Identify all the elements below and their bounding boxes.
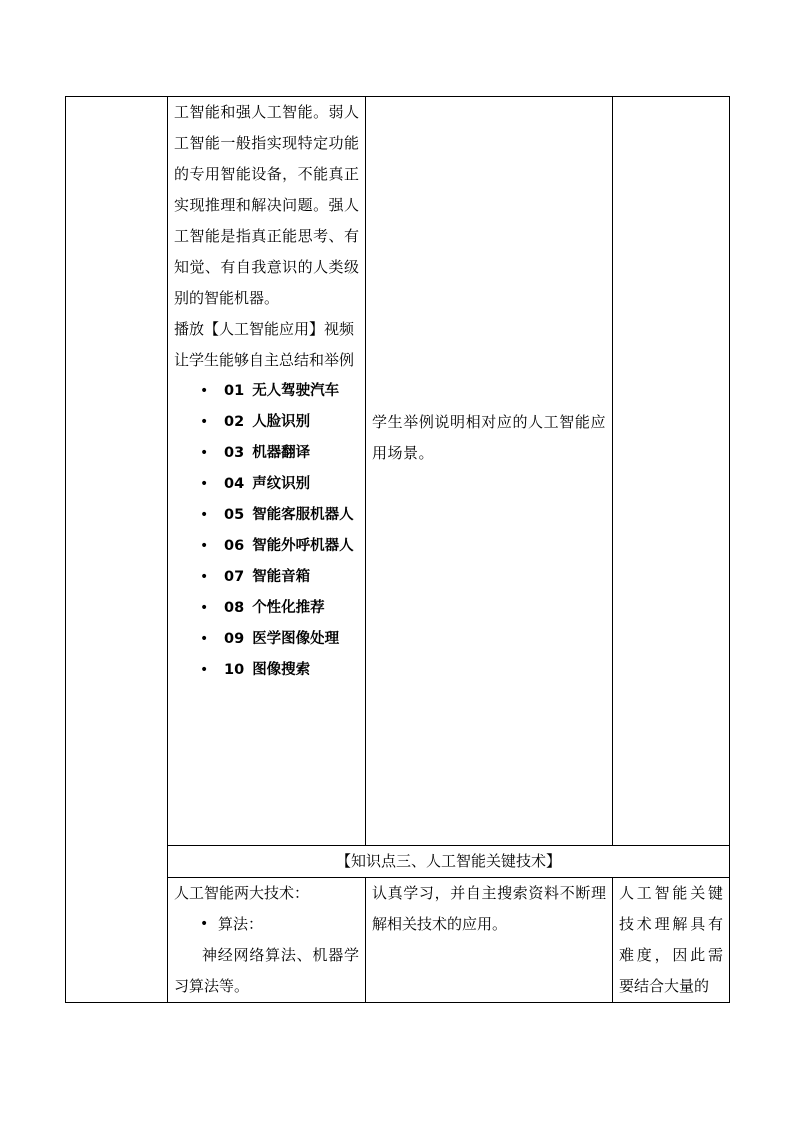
- list-item: [174, 500, 359, 531]
- list-item: [174, 531, 359, 562]
- bullet-icon: •: [200, 916, 209, 932]
- design-intent-cell: [613, 878, 730, 1003]
- bullet-icon: •: [200, 631, 209, 647]
- bullet-icon: •: [200, 538, 209, 554]
- list-item-number: 05: [224, 507, 245, 523]
- list-item: [174, 593, 359, 624]
- application-list: [174, 376, 359, 686]
- bullet-icon: •: [200, 414, 209, 430]
- video-paragraph: 播放【人工智能应用】视频: [174, 320, 355, 338]
- list-item: [174, 407, 359, 438]
- teacher-activity-cell: [168, 878, 366, 1003]
- list-item-number: 06: [224, 538, 245, 554]
- bullet-icon: •: [200, 569, 209, 585]
- section-header: 【知识点三、人工智能关键技术】: [168, 846, 730, 878]
- list-item-label: 个性化推荐: [252, 600, 325, 616]
- list-item-number: 02: [224, 414, 245, 430]
- list-item-label: 无人驾驶汽车: [252, 383, 340, 399]
- list-item-number: 10: [224, 662, 245, 678]
- list-item-label: 人脸识别: [252, 414, 311, 430]
- intro-paragraph: 工智能和强人工智能。弱人工智能一般指实现特定功能的专用智能设备，不能真正实现推理和解决问题。强人工智能是指真正能思考、有知觉、有自我意识的人类级别的智能机器。: [174, 103, 359, 307]
- list-item-number: 07: [224, 569, 245, 585]
- list-item-label: 声纹识别: [252, 476, 311, 492]
- algorithm-bullet: [174, 909, 359, 940]
- student-activity-cell: [366, 878, 613, 1003]
- tech-intro-text: 人工智能两大技术：: [174, 884, 310, 902]
- student-activity-text: 认真学习，并自主搜索资料不断理解相关技术的应用。: [372, 884, 606, 933]
- teacher-activity-cell: [168, 97, 366, 846]
- summary-paragraph: 让学生能够自主总结和举例: [174, 351, 355, 369]
- bullet-icon: •: [200, 600, 209, 616]
- list-item: [174, 469, 359, 500]
- table-row: [66, 97, 730, 846]
- bullet-icon: •: [200, 445, 209, 461]
- list-item-label: 智能音箱: [252, 569, 311, 585]
- design-note-text: 人工智能关键技术理解具有难度，因此需要结合大量的: [619, 884, 723, 995]
- bullet-icon: •: [200, 662, 209, 678]
- student-activity-text: 学生举例说明相对应的人工智能应用场景。: [372, 413, 606, 462]
- list-item-label: 智能外呼机器人: [252, 538, 354, 554]
- algorithm-label: 算法：: [218, 915, 264, 933]
- lesson-plan-table: [65, 96, 730, 1003]
- list-item: [174, 624, 359, 655]
- bullet-icon: •: [200, 507, 209, 523]
- list-item-label: 智能客服机器人: [252, 507, 354, 523]
- list-item: [174, 376, 359, 407]
- list-item: [174, 438, 359, 469]
- list-item-label: 机器翻译: [252, 445, 311, 461]
- list-item-number: 01: [224, 383, 245, 399]
- list-item-number: 04: [224, 476, 245, 492]
- bullet-icon: •: [200, 476, 209, 492]
- list-item-number: 09: [224, 631, 245, 647]
- student-activity-cell: [366, 97, 613, 846]
- list-item-label: 医学图像处理: [252, 631, 340, 647]
- stage-column-cell: [66, 97, 168, 1003]
- list-item-number: 03: [224, 445, 245, 461]
- list-item-label: 图像搜索: [252, 662, 311, 678]
- list-item-number: 08: [224, 600, 245, 616]
- list-item: [174, 655, 359, 686]
- design-intent-cell: [613, 97, 730, 846]
- list-item: [174, 562, 359, 593]
- bullet-icon: •: [200, 383, 209, 399]
- algorithm-detail: 神经网络算法、机器学习算法等。: [174, 946, 359, 995]
